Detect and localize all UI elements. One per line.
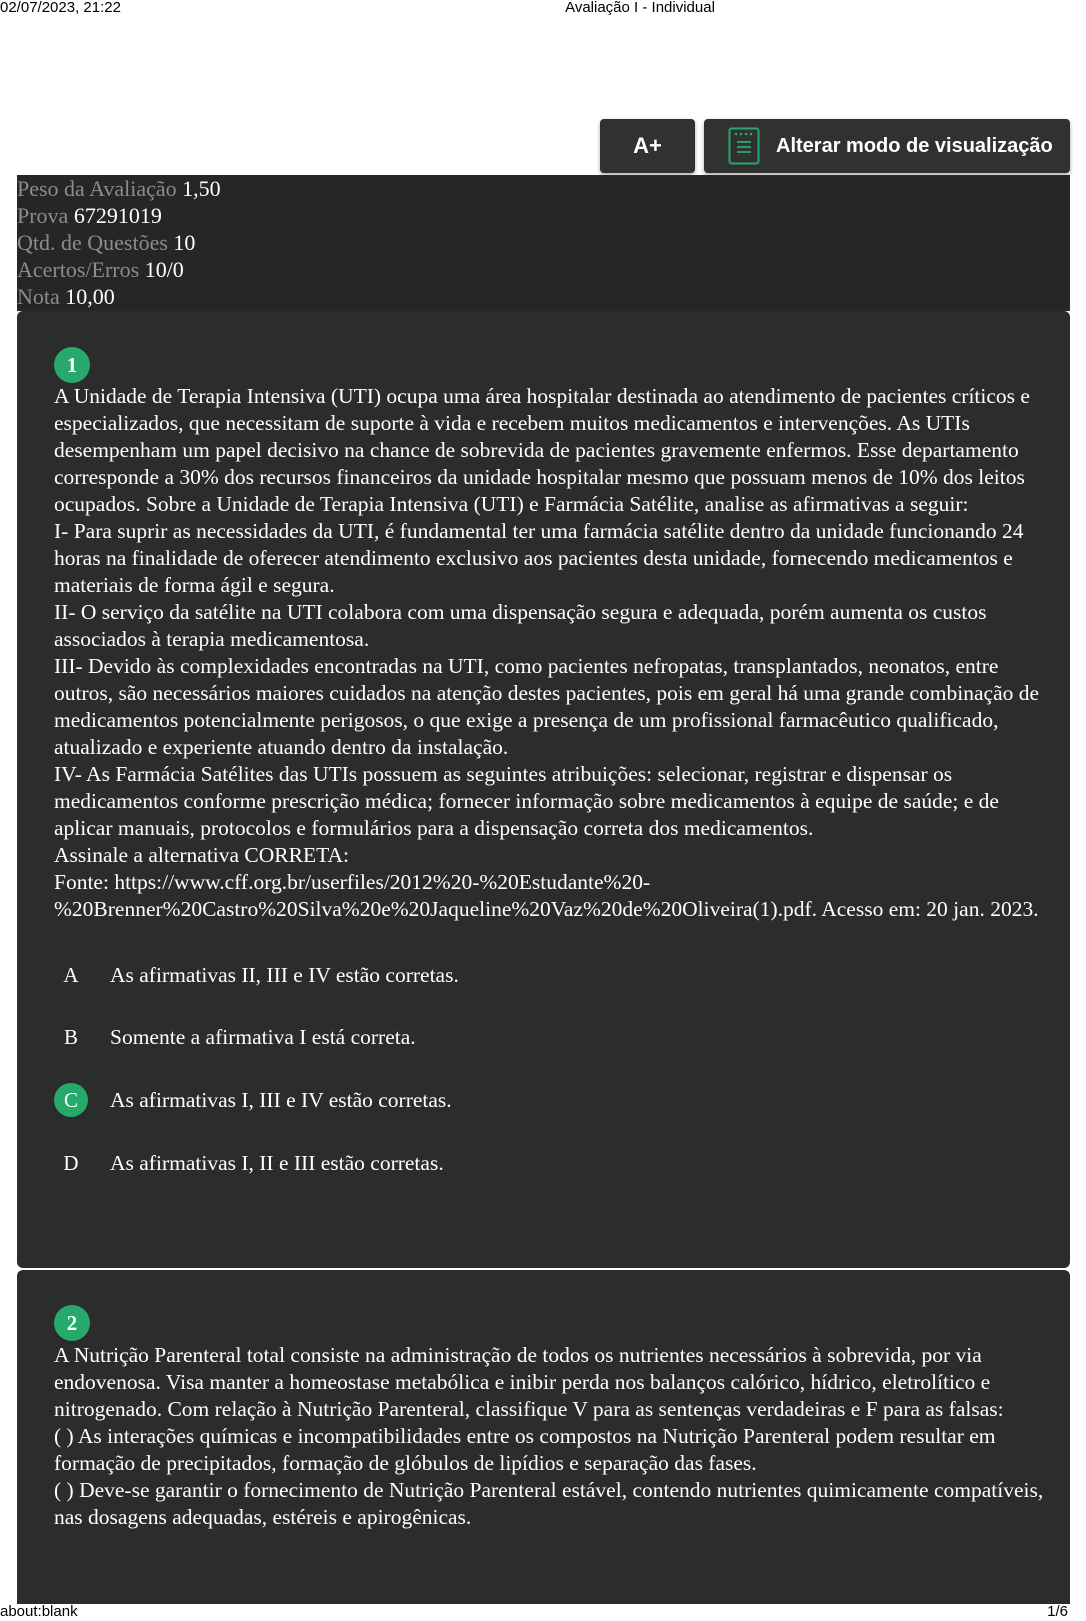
option-text: As afirmativas I, II e III estão corretas. [110, 1150, 444, 1175]
print-page-number: 1/6 [1047, 1603, 1068, 1620]
question-paragraph: II- O serviço da satélite na UTI colabora com uma dispensação segura e adequada, porém aumenta os custos associados à terapia medicamentosa. [54, 600, 987, 651]
option-a[interactable] [54, 958, 459, 992]
question-paragraph: Assinale a alternativa CORRETA: [54, 843, 350, 867]
question-paragraph: A Nutrição Parenteral total consiste na administração de todos os nutrientes necessários à sobrevida, por via endovenosa. Visa manter a homeostase metabólica e inibir perda nos balanços calórico, hídrico, eletrolítico e nitrogenado. Com relação à Nutrição Parenteral, classifique V para as sentenças verdadeiras e F para as falsas: [54, 1343, 1004, 1421]
question-text [54, 383, 1054, 923]
option-letter: B [63, 1024, 78, 1049]
option-letter: A [63, 962, 79, 987]
print-header [0, 0, 1086, 18]
question-paragraph: III- Devido às complexidades encontradas na UTI, como pacientes nefropatas, transplantados, neonatos, entre outros, são necessários maiores cuidados na atenção destes pacientes, pois em geral há uma grande combinação de medicamentos potencialmente perigosos, o que exige a presença de um profissional farmacêutico qualificado, atualizado e experiente atuando dentro da instalação. [54, 654, 1040, 759]
option-letter-correct: C [54, 1083, 88, 1117]
print-datetime: 02/07/2023, 21:22 [0, 0, 121, 16]
summary-row-exam: Prova 67291019 [17, 203, 162, 228]
option-text: As afirmativas II, III e IV estão corretas. [110, 962, 459, 987]
option-d[interactable] [54, 1146, 444, 1180]
question-source: Fonte: https://www.cff.org.br/userfiles/2012%20-%20Estudante%20-%20Brenner%20Castro%20Silva%20e%20Jaqueline%20Vaz%20de%20Oliveira(1).pdf. Acesso em: 20 jan. 2023. [54, 870, 1039, 921]
exam-summary [17, 175, 1070, 311]
print-footer [0, 1604, 1086, 1621]
question-paragraph: IV- As Farmácia Satélites das UTIs possuem as seguintes atribuições: selecionar, registrar e dispensar os medicamentos conforme prescrição médica; fornecer informação sobre medicamentos à equipe de saúde; e de aplicar manuais, protocolos e formulários para a dispensação correta dos medicamentos. [54, 762, 999, 840]
option-text: As afirmativas I, III e IV estão corretas. [110, 1087, 452, 1112]
question-paragraph: A Unidade de Terapia Intensiva (UTI) ocupa uma área hospitalar destinada ao atendimento de pacientes críticos e especializados, que necessitam de suporte à vida e recebem muitos medicamentos e intervenções. As UTIs desempenham um papel decisivo na chance de sobrevida de pacientes gravemente enfermos. Esse departamento corresponde a 30% dos recursos financeiros da unidade hospitalar mesmo que possuam menos de 10% dos leitos ocupados. Sobre a Unidade de Terapia Intensiva (UTI) e Farmácia Satélite, analise as afirmativas a seguir: [54, 384, 1030, 516]
document-list-icon [728, 127, 760, 165]
option-c[interactable] [54, 1083, 452, 1117]
question-number-badge: 1 [54, 347, 90, 383]
summary-row-weight: Peso da Avaliação 1,50 [17, 176, 221, 201]
question-card-1 [17, 311, 1070, 1268]
question-paragraph: ( ) Deve-se garantir o fornecimento de Nutrição Parenteral estável, contendo nutrientes quimicamente compatíveis, nas dosagens adequadas, estéreis e apirogênicas. [54, 1478, 1044, 1529]
summary-row-score-ratio: Acertos/Erros 10/0 [17, 257, 184, 282]
question-card-2 [17, 1270, 1070, 1604]
question-text [54, 1342, 1054, 1531]
question-number-badge: 2 [54, 1305, 90, 1341]
change-view-mode-button[interactable] [704, 119, 1070, 173]
print-url: about:blank [0, 1603, 78, 1620]
question-paragraph: ( ) As interações químicas e incompatibilidades entre os compostos na Nutrição Parenteral podem resultar em formação de precipitados, formação de glóbulos de lipídios e separação das fases. [54, 1424, 996, 1475]
font-increase-button[interactable]: A+ [600, 119, 695, 173]
change-view-mode-label: Alterar modo de visualização [776, 134, 1053, 157]
option-text: Somente a afirmativa I está correta. [110, 1024, 416, 1049]
option-b[interactable] [54, 1020, 416, 1054]
summary-row-questions: Qtd. de Questões 10 [17, 230, 196, 255]
option-letter: D [63, 1150, 79, 1175]
summary-row-grade: Nota 10,00 [17, 284, 115, 309]
question-paragraph: I- Para suprir as necessidades da UTI, é fundamental ter uma farmácia satélite dentro da unidade funcionando 24 horas na finalidade de oferecer atendimento exclusivo aos pacientes desta unidade, fornecendo medicamentos e materiais de forma ágil e segura. [54, 519, 1024, 597]
print-title: Avaliação I - Individual [565, 0, 715, 16]
